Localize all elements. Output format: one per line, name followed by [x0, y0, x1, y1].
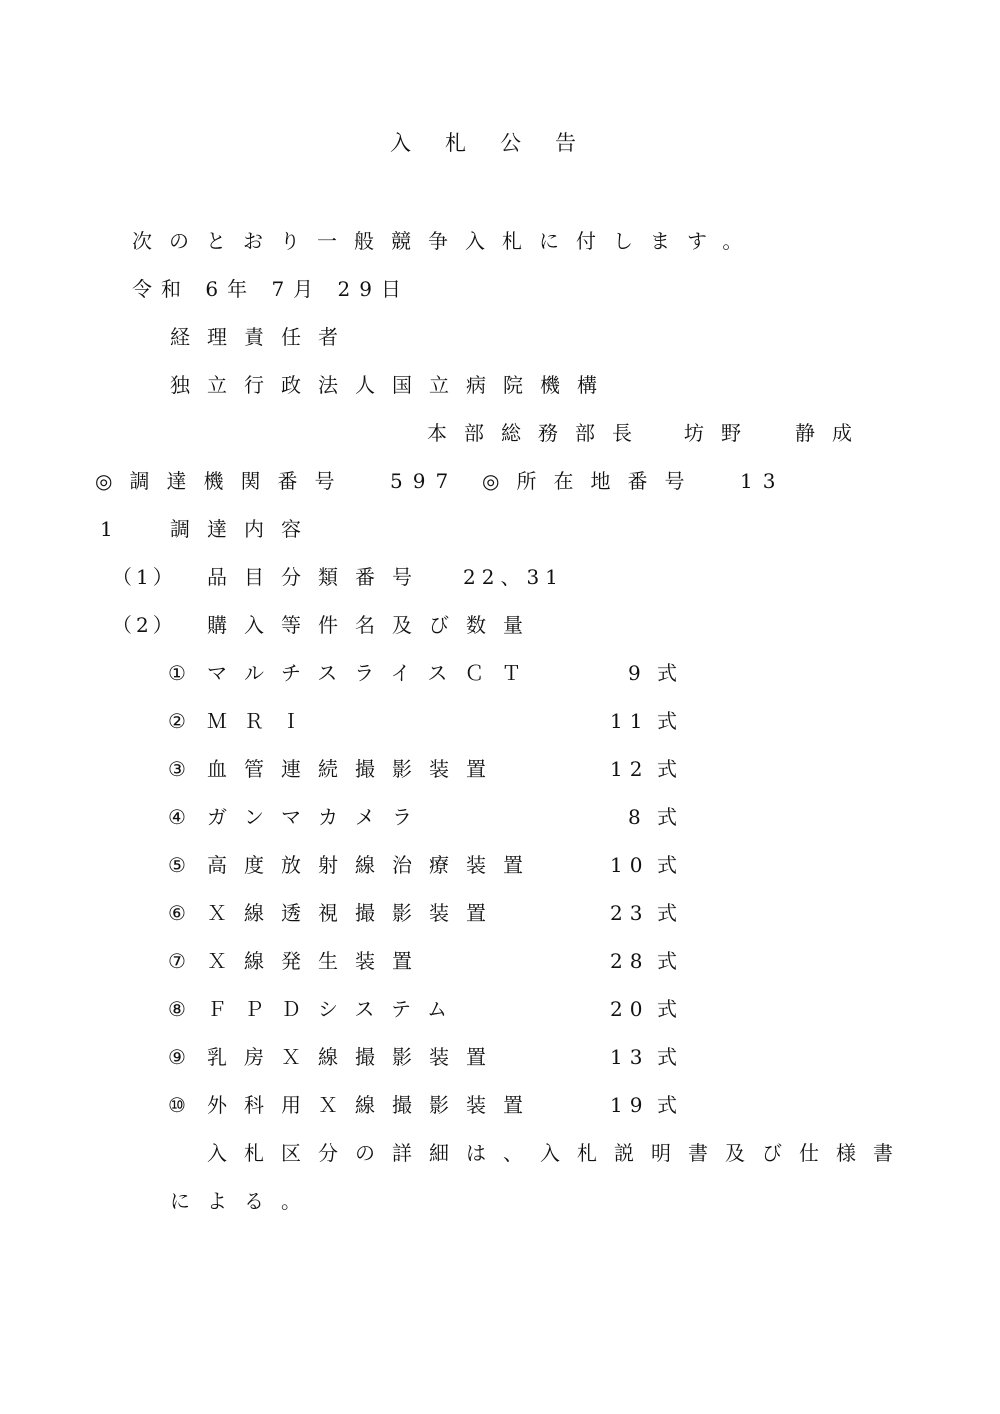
item-mark: ④ — [168, 805, 203, 829]
item-unit: 式 — [657, 805, 694, 829]
item-unit: 式 — [657, 709, 694, 733]
item-name: Ｘ線透視撮影装置 — [207, 901, 503, 925]
note-line-2: による。 — [170, 1189, 318, 1213]
item-quantity: 10 — [610, 853, 650, 877]
item-name: ＭＲＩ — [207, 709, 318, 733]
item-quantity: 8 — [628, 805, 648, 829]
item-mark: ⑦ — [168, 949, 203, 973]
location-code-value: 13 — [740, 469, 786, 493]
location-code-label: ◎所在地番号 — [482, 469, 702, 493]
item-quantity: 23 — [610, 901, 650, 925]
subitem-number-1: （1） — [112, 565, 177, 589]
item-unit: 式 — [657, 949, 694, 973]
agency-code-value: 597 — [390, 469, 459, 493]
officer-name-given: 静成 — [795, 421, 869, 445]
subitem-number-2: （2） — [112, 613, 177, 637]
note-line-1: 入札区分の詳細は、入札説明書及び仕様書 — [207, 1141, 910, 1165]
officer-name-family: 坊野 — [684, 421, 758, 445]
notice-date: 令和 6年 7月 29日 — [132, 277, 410, 301]
item-name: 血管連続撮影装置 — [207, 757, 503, 781]
item-name: 乳房Ｘ線撮影装置 — [207, 1045, 503, 1069]
item-name: ガンマカメラ — [207, 805, 429, 829]
item-unit: 式 — [657, 757, 694, 781]
item-name: マルチスライスＣＴ — [207, 661, 539, 685]
classification-value: 22、31 — [463, 565, 564, 589]
item-unit: 式 — [657, 853, 694, 877]
classification-label: 品目分類番号 — [207, 565, 429, 589]
item-mark: ⑥ — [168, 901, 203, 925]
item-quantity: 13 — [610, 1045, 650, 1069]
officer-position: 本部総務部長 — [427, 421, 649, 445]
item-mark: ⑤ — [168, 853, 203, 877]
item-unit: 式 — [657, 661, 694, 685]
item-name: Ｘ線発生装置 — [207, 949, 429, 973]
item-mark: ③ — [168, 757, 203, 781]
item-quantity: 9 — [628, 661, 648, 685]
document-title: 入札公告 — [390, 131, 610, 155]
item-mark: ② — [168, 709, 203, 733]
item-quantity: 28 — [610, 949, 650, 973]
intro-text: 次のとおり一般競争入札に付します。 — [132, 229, 760, 253]
section-heading: 調達内容 — [170, 517, 318, 541]
officer-organization: 独立行政法人国立病院機構 — [170, 373, 614, 397]
agency-code-label: ◎調達機関番号 — [95, 469, 352, 493]
item-unit: 式 — [657, 1045, 694, 1069]
item-unit: 式 — [657, 997, 694, 1021]
item-name: ＦＰＤシステム — [207, 997, 464, 1021]
item-name: 高度放射線治療装置 — [207, 853, 540, 877]
item-quantity: 12 — [610, 757, 650, 781]
item-quantity: 11 — [610, 709, 650, 733]
item-unit: 式 — [657, 1093, 694, 1117]
item-mark: ⑩ — [168, 1093, 203, 1117]
item-name: 外科用Ｘ線撮影装置 — [207, 1093, 540, 1117]
item-quantity: 20 — [610, 997, 650, 1021]
item-mark: ⑨ — [168, 1045, 203, 1069]
purchase-label: 購入等件名及び数量 — [207, 613, 540, 637]
officer-role: 経理責任者 — [170, 325, 355, 349]
item-mark: ① — [168, 661, 203, 685]
item-unit: 式 — [657, 901, 694, 925]
item-quantity: 19 — [610, 1093, 650, 1117]
section-number: 1 — [100, 517, 130, 541]
item-mark: ⑧ — [168, 997, 203, 1021]
